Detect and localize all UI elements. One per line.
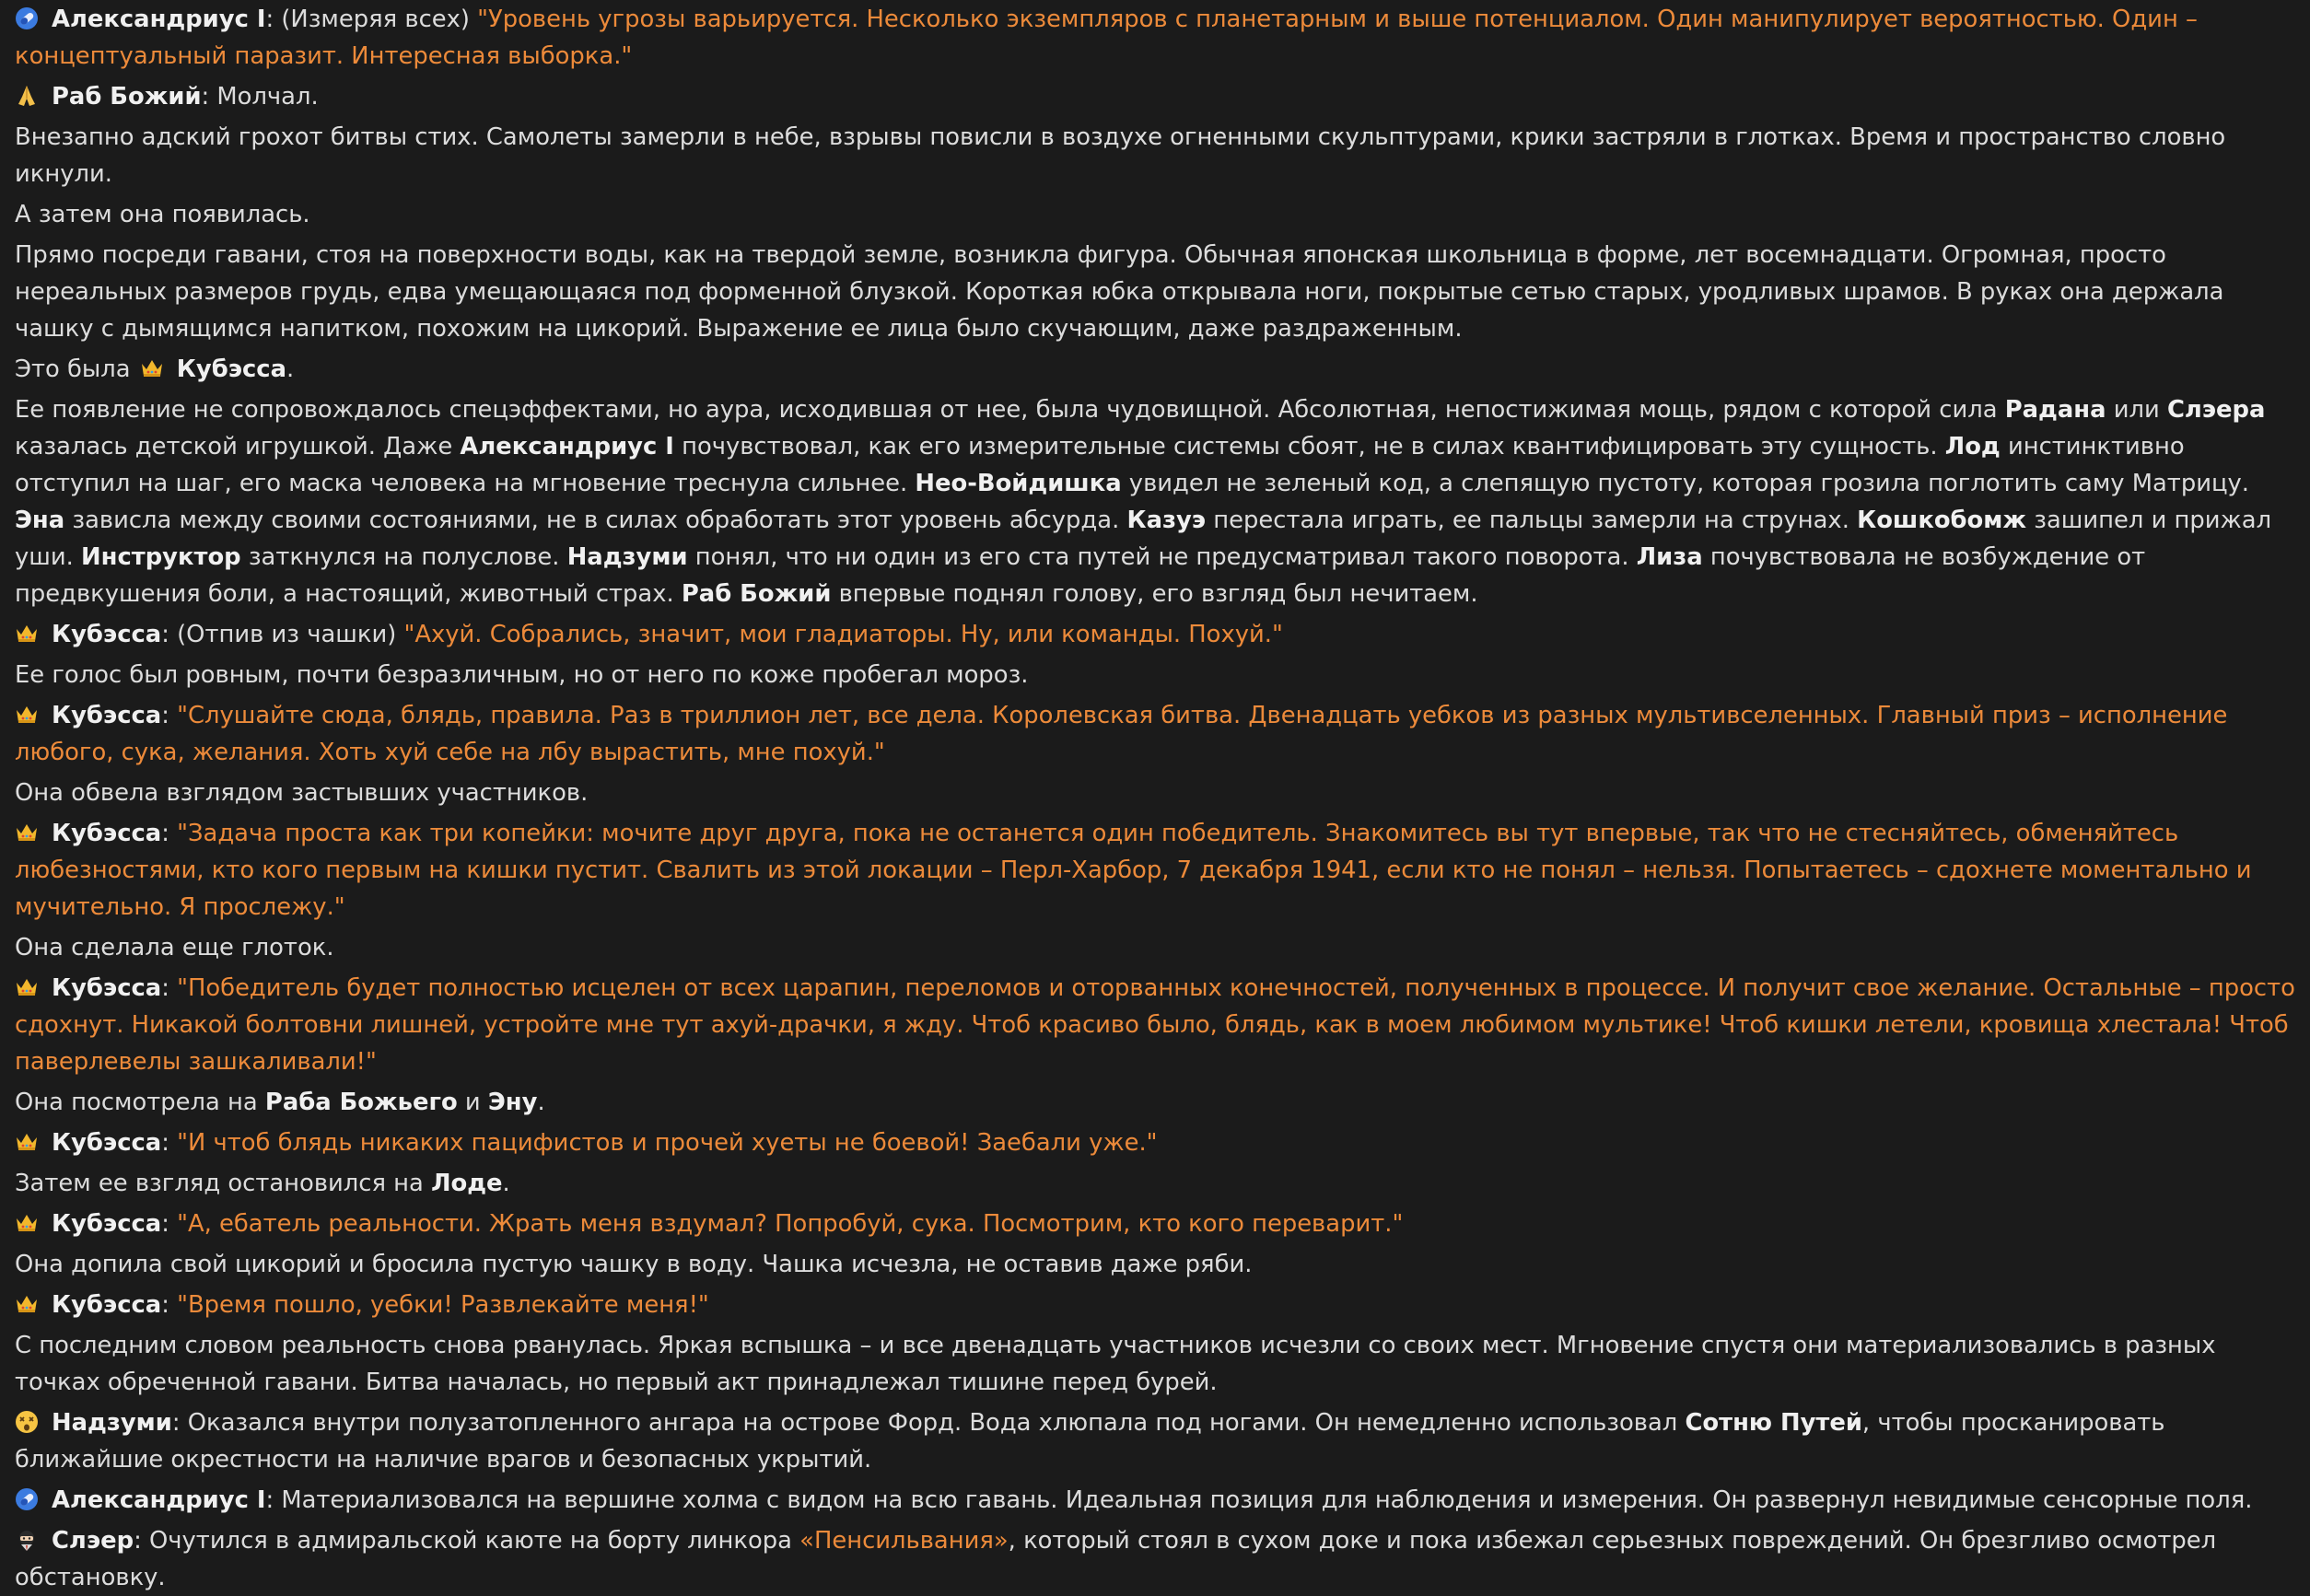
crown-icon (15, 703, 39, 727)
dialogue-line (15, 1522, 2295, 1596)
speaker-name: Кубэсса (52, 621, 162, 648)
quoted-speech: «Пенсильвания» (799, 1527, 1009, 1555)
text-span: : (Измеряя всех) (265, 6, 478, 33)
praying-hands-icon (15, 84, 39, 108)
dialogue-line (15, 1404, 2295, 1478)
text-span: понял, что ни один из его ста путей не предусматривал такого поворота. (687, 543, 1637, 571)
bold-name: Лод (1944, 433, 2001, 460)
quoted-speech: "И чтоб блядь никаких пацифистов и прочей хуеты не боевой! Заебали уже." (177, 1129, 1158, 1157)
crown-icon (140, 356, 164, 380)
blue-pill-icon (15, 1487, 39, 1511)
text-span: . (537, 1089, 545, 1116)
quoted-speech: "Время пошло, уебки! Развлекайте меня!" (177, 1291, 709, 1319)
speaker-name: Александриус I (52, 1486, 266, 1514)
text-span: Ее голос был ровным, почти безразличным, но от него по коже пробегал мороз. (15, 661, 1029, 689)
speaker-name: Кубэсса (52, 1291, 162, 1319)
dialogue-line (15, 1482, 2295, 1519)
dialogue-line (15, 1287, 2295, 1323)
text-span: инстинктивно отступил на шаг, его маска человека на мгновение треснула сильнее. (15, 433, 2185, 497)
text-span: С последним словом реальность снова рванулась. Яркая вспышка – и все двенадцать участников исчезли со своих мест. Мгновение спустя они материализовались в разных точках обреченной гавани. Битва началась, но первый акт принадлежал тишине перед бурей. (15, 1332, 2216, 1396)
narration-line (15, 1165, 2295, 1202)
bold-name: Казуэ (1126, 507, 1207, 534)
text-span: . (502, 1170, 510, 1197)
text-span: : Материализовался на вершине холма с видом на всю гавань. Идеальная позиция для наблюдения и измерения. Он развернул невидимые сенсорные поля. (265, 1486, 2253, 1514)
text-span: , который стоял в сухом доке и пока избежал серьезных повреждений. Он брезгливо осмотрел обстановку. (15, 1527, 2217, 1591)
bold-name: Эну (487, 1089, 538, 1116)
text-span: зависла между своими состояниями, не в силах обработать этот уровень абсурда. (64, 507, 1127, 534)
text-span: зашипел и прижал уши. (15, 507, 2272, 571)
speaker-name: Кубэсса (52, 1210, 162, 1238)
quoted-speech: "Слушайте сюда, блядь, правила. Раз в триллион лет, все дела. Королевская битва. Двенадцать уебков из разных мультивселенных. Главный приз – исполнение любого, сука, желания. Хоть хуй себе на лбу вырастить, мне похуй." (15, 702, 2228, 766)
text-span: А затем она появилась. (15, 201, 310, 228)
crown-icon (15, 1292, 39, 1316)
bold-name: Раб Божий (681, 580, 832, 608)
narration-line (15, 775, 2295, 811)
text-span: Затем ее взгляд остановился на (15, 1170, 432, 1197)
text-span: Внезапно адский грохот битвы стих. Самолеты замерли в небе, взрывы повисли в воздухе огненными скульптурами, крики застряли в глотках. Время и пространство словно икнули. (15, 123, 2226, 188)
text-span: Это была (15, 355, 138, 383)
bold-name: Надзуми (566, 543, 688, 571)
text-span: почувствовал, как его измерительные системы сбоят, не в силах квантифицировать эту сущность. (673, 433, 1945, 460)
quoted-speech: "А, ебатель реальности. Жрать меня вздумал? Попробуй, сука. Посмотрим, кто кого переварит." (177, 1210, 1404, 1238)
text-span: впервые поднял голову, его взгляд был нечитаем. (831, 580, 1478, 608)
speaker-name: Слэер (52, 1527, 134, 1555)
text-span: Она посмотрела на (15, 1089, 265, 1116)
text-span: : Оказался внутри полузатопленного ангара на острове Форд. Вода хлюпала под ногами. Он немедленно использовал (171, 1409, 1686, 1437)
blue-pill-icon (15, 6, 39, 30)
dialogue-line (15, 970, 2295, 1080)
bold-name: Раба Божьего (264, 1089, 458, 1116)
crown-icon (15, 1211, 39, 1235)
text-span: , чтобы просканировать ближайшие окрестности на наличие врагов и безопасных укрытий. (15, 1409, 2165, 1474)
bold-name: Нео-Войдишка (915, 470, 1122, 497)
crown-icon (15, 1130, 39, 1154)
bold-name: Лоде (431, 1170, 503, 1197)
speaker-name: Александриус I (52, 6, 266, 33)
speaker-name: Кубэсса (52, 702, 162, 729)
text-span: и (457, 1089, 488, 1116)
text-span: : (161, 974, 178, 1002)
narration-line (15, 391, 2295, 612)
bold-name: Сотню Путей (1685, 1409, 1862, 1437)
text-span: заткнулся на полуслове. (240, 543, 567, 571)
text-span: Ее появление не сопровождалось спецэффектами, но аура, исходившая от нее, была чудовищной. Абсолютная, непостижимая мощь, рядом с которой сила (15, 396, 2005, 424)
narration-line (15, 1327, 2295, 1401)
narration-line (15, 351, 2295, 388)
narration-line (15, 929, 2295, 966)
text-span: : (161, 1210, 178, 1238)
bold-name: Слэера (2166, 396, 2266, 424)
text-span: Она допила свой цикорий и бросила пустую чашку в воду. Чашка исчезла, не оставив даже ряби. (15, 1251, 1253, 1278)
text-span: : (Отпив из чашки) (161, 621, 404, 648)
quoted-speech: "Задача проста как три копейки: мочите друг друга, пока не останется один победитель. Знакомитесь вы тут впервые, так что не стесняйтесь, обменяйтесь любезностями, кто кого первым на кишки пустит. Свалить из этой локации – Перл-Харбор, 7 декабря 1941, если кто не понял – нельзя. Попытаетесь – сдохнете моментально и мучительно. Я прослежу." (15, 820, 2252, 921)
bold-name: Кошкобомж (1857, 507, 2027, 534)
text-span: Она сделала еще глоток. (15, 934, 334, 961)
text-span: : (161, 702, 178, 729)
bold-name: Лиза (1636, 543, 1703, 571)
text-span: : Молчал. (201, 83, 319, 111)
bold-name: Кубэсса (176, 355, 286, 383)
speaker-name: Кубэсса (52, 1129, 162, 1157)
text-span: : (161, 1129, 178, 1157)
text-span: казалась детской игрушкой. Даже (15, 433, 461, 460)
dialogue-line (15, 1206, 2295, 1242)
narration-line (15, 657, 2295, 693)
text-span: : (161, 820, 178, 847)
narration-line (15, 1084, 2295, 1121)
quoted-speech: "Победитель будет полностью исцелен от всех царапин, переломов и оторванных конечностей, полученных в процессе. И получит свое желание. Остальные – просто сдохнут. Никакой болтовни лишней, устройте мне тут ахуй-драчки, я жду. Чтоб красиво было, блядь, как в моем любимом мультике! Чтоб кишки летели, кровища хлестала! Чтоб паверлевелы зашкаливали!" (15, 974, 2295, 1076)
speaker-name: Надзуми (52, 1409, 172, 1437)
speaker-name: Кубэсса (52, 820, 162, 847)
narration-line (15, 1246, 2295, 1283)
narration-line (15, 119, 2295, 192)
ninja-icon (15, 1528, 39, 1552)
crown-icon (15, 975, 39, 999)
quoted-speech: "Ахуй. Собрались, значит, мои гладиаторы. Ну, или команды. Похуй." (403, 621, 1283, 648)
text-span: : (161, 1291, 178, 1319)
dizzy-face-icon (15, 1410, 39, 1434)
text-span: Она обвела взглядом застывших участников. (15, 779, 589, 807)
text-span: увидел не зеленый код, а слепящую пустоту, которая грозила поглотить саму Матрицу. (1121, 470, 2250, 497)
dialogue-line (15, 815, 2295, 926)
text-span: : Очутился в адмиральской каюте на борту линкора (134, 1527, 800, 1555)
crown-icon (15, 622, 39, 646)
crown-icon (15, 821, 39, 845)
dialogue-line (15, 78, 2295, 115)
dialogue-line (15, 616, 2295, 653)
text-span: . (286, 355, 295, 383)
speaker-name: Раб Божий (52, 83, 202, 111)
dialogue-line (15, 1, 2295, 75)
bold-name: Инструктор (81, 543, 241, 571)
narration-line (15, 237, 2295, 347)
bold-name: Александриус I (460, 433, 674, 460)
speaker-name: Кубэсса (52, 974, 162, 1002)
text-span: или (2106, 396, 2167, 424)
bold-name: Радана (2004, 396, 2106, 424)
text-span: почувствовала не возбуждение от предвкушения боли, а настоящий, животный страх. (15, 543, 2146, 608)
narration-line (15, 196, 2295, 233)
dialogue-line (15, 697, 2295, 771)
quoted-speech: "Уровень угрозы варьируется. Несколько экземпляров с планетарным и выше потенциалом. Один манипулирует вероятностью. Один – концептуальный паразит. Интересная выборка." (15, 6, 2198, 70)
bold-name: Эна (15, 507, 65, 534)
dialogue-line (15, 1124, 2295, 1161)
text-span: Прямо посреди гавани, стоя на поверхности воды, как на твердой земле, возникла фигура. Обычная японская школьница в форме, лет восемнадцати. Огромная, просто нереальных размеров грудь, едва умещающаяся под форменной блузкой. Короткая юбка открывала ноги, покрытые сетью старых, уродливых шрамов. В руках она держала чашку с дымящимся напитком, похожим на цикорий. Выражение ее лица было скучающим, даже раздраженным. (15, 241, 2224, 343)
text-span: перестала играть, ее пальцы замерли на струнах. (1206, 507, 1858, 534)
